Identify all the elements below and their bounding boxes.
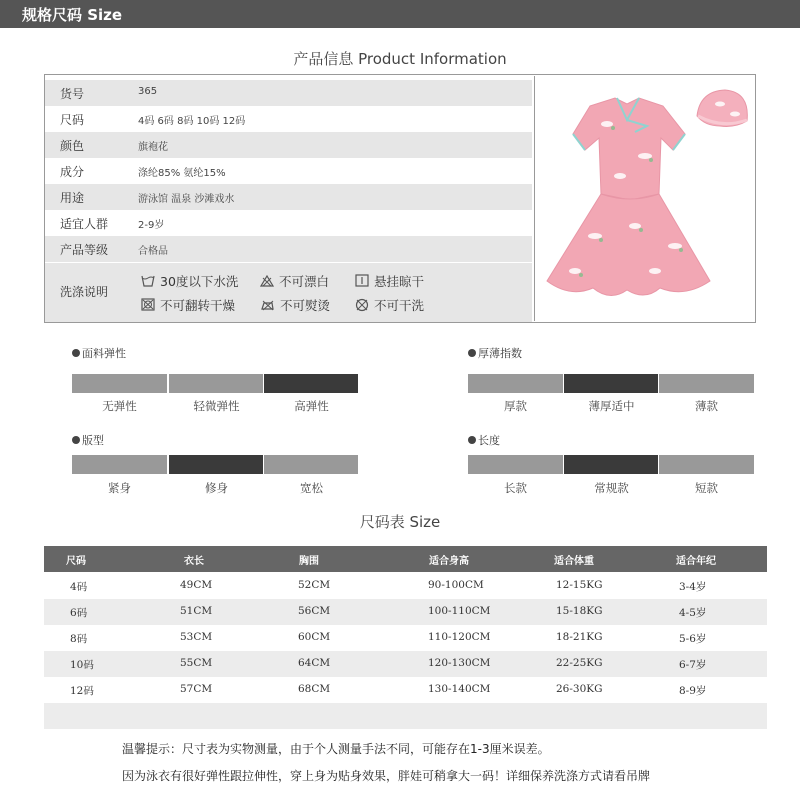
- info-value: 合格品: [138, 246, 168, 257]
- header-bar: [0, 0, 800, 28]
- bullet-icon: [72, 436, 80, 444]
- info-row: [45, 236, 532, 262]
- scale-segment: [468, 455, 563, 474]
- scale-option: 高弹性: [294, 399, 329, 413]
- attribute-label: [468, 345, 522, 361]
- table-cell: 90-100CM: [428, 579, 484, 591]
- column-header: 适合身高: [429, 556, 469, 567]
- table-cell: 5-6岁: [679, 633, 707, 645]
- table-cell: 10码: [70, 659, 94, 671]
- column-header: 胸围: [299, 556, 319, 567]
- care-item: [260, 296, 330, 314]
- table-cell: 18-21KG: [556, 631, 603, 643]
- table-row: [44, 677, 767, 703]
- info-label: 颜色: [60, 139, 85, 153]
- table-cell: 100-110CM: [428, 605, 491, 617]
- attribute-name: 厚薄指数: [478, 347, 522, 360]
- scale-segment-selected: [564, 374, 658, 393]
- care-text: 不可干洗: [374, 298, 425, 313]
- info-row: [45, 158, 532, 184]
- scale-segment-selected: [169, 455, 263, 474]
- scale-segment: [72, 374, 167, 393]
- attribute-name: 面料弹性: [82, 347, 126, 360]
- table-cell: 53CM: [180, 631, 213, 643]
- size-table-header: [44, 546, 767, 572]
- scale-option: 紧身: [108, 481, 131, 495]
- table-cell: 12码: [70, 685, 94, 697]
- scale-segment: [659, 455, 754, 474]
- table-cell: 4码: [70, 581, 88, 593]
- table-cell: 3-4岁: [679, 581, 707, 593]
- info-row: [45, 80, 532, 106]
- table-cell: 60CM: [298, 631, 331, 643]
- table-cell: 8-9岁: [679, 685, 707, 697]
- table-cell: 49CM: [180, 579, 213, 591]
- no-dry-clean-icon: [355, 298, 369, 312]
- info-label: 尺码: [60, 113, 85, 127]
- table-cell: 57CM: [180, 683, 213, 695]
- scale-segment-selected: [564, 455, 658, 474]
- info-label: 成分: [60, 165, 85, 179]
- info-value: 游泳馆 温泉 沙滩戏水: [138, 194, 235, 205]
- no-bleach-icon: [260, 275, 274, 287]
- scale-option: 薄厚适中: [588, 399, 635, 413]
- table-cell: 15-18KG: [556, 605, 603, 617]
- care-item: [355, 296, 424, 314]
- info-label: 产品等级: [60, 243, 109, 257]
- table-cell: 6码: [70, 607, 88, 619]
- table-row: [44, 625, 767, 651]
- hang-dry-icon: [355, 274, 369, 287]
- table-cell: 22-25KG: [556, 657, 603, 669]
- table-row: [44, 599, 767, 625]
- care-label: 洗涤说明: [60, 285, 109, 299]
- attribute-name: 版型: [82, 434, 104, 447]
- scale-segment: [659, 374, 754, 393]
- table-row: [44, 651, 767, 677]
- bullet-icon: [468, 436, 476, 444]
- no-tumble-dry-icon: [141, 298, 155, 311]
- scale-option: 短款: [695, 481, 718, 495]
- table-cell: 26-30KG: [556, 683, 603, 695]
- table-cell: 130-140CM: [428, 683, 491, 695]
- attribute-label: [72, 345, 126, 361]
- info-value: 2-9岁: [138, 220, 165, 231]
- column-header: 尺码: [66, 556, 86, 567]
- care-item: [141, 272, 238, 290]
- header-title: 规格尺码 Size: [22, 6, 123, 24]
- table-cell: 12-15KG: [556, 579, 603, 591]
- care-text: 30度以下水洗: [160, 274, 239, 289]
- table-row-empty: [44, 703, 767, 729]
- table-cell: 68CM: [298, 683, 331, 695]
- scale-segment: [169, 374, 263, 393]
- care-item: [260, 272, 329, 290]
- size-table-title: 尺码表 Size: [359, 513, 441, 531]
- product-info-title: 产品信息 Product Information: [293, 50, 507, 68]
- column-header: 适合年纪: [676, 556, 716, 567]
- product-photo: [534, 76, 754, 321]
- table-row: [44, 573, 767, 599]
- info-row: [45, 132, 532, 158]
- info-value: 涤纶85% 氨纶15%: [138, 168, 226, 179]
- table-cell: 56CM: [298, 605, 331, 617]
- care-item: [355, 272, 424, 290]
- info-row: [45, 184, 532, 210]
- column-header: 衣长: [184, 556, 204, 567]
- info-label: 用途: [60, 191, 85, 205]
- scale-segment-selected: [264, 374, 358, 393]
- scale-option: 厚款: [504, 399, 527, 413]
- table-cell: 55CM: [180, 657, 213, 669]
- attribute-label: [72, 432, 104, 448]
- care-text: 不可翻转干燥: [160, 298, 236, 313]
- info-row: [45, 106, 532, 132]
- scale-segment: [72, 455, 167, 474]
- bullet-icon: [72, 349, 80, 357]
- no-iron-icon: [260, 299, 275, 311]
- info-value: 旗袍花: [138, 142, 168, 153]
- column-header: 适合体重: [554, 556, 594, 567]
- info-label: 货号: [60, 87, 85, 101]
- info-label: 适宜人群: [60, 217, 109, 231]
- info-row: [45, 210, 532, 236]
- swimsuit-image: [535, 76, 755, 321]
- care-item: [141, 296, 235, 314]
- attribute-label: [468, 432, 500, 448]
- table-cell: 51CM: [180, 605, 213, 617]
- table-cell: 4-5岁: [679, 607, 707, 619]
- table-cell: 52CM: [298, 579, 331, 591]
- scale-segment: [468, 374, 563, 393]
- product-info-box: [44, 74, 756, 323]
- table-cell: 64CM: [298, 657, 331, 669]
- table-cell: 6-7岁: [679, 659, 707, 671]
- note-text: 温馨提示：尺寸表为实物测量，由于个人测量手法不同，可能存在1-3厘米误差。: [122, 742, 550, 756]
- table-cell: 8码: [70, 633, 88, 645]
- scale-option: 常规款: [594, 481, 629, 495]
- scale-segment: [264, 455, 358, 474]
- info-value: 365: [138, 86, 158, 97]
- bullet-icon: [468, 349, 476, 357]
- table-cell: 110-120CM: [428, 631, 491, 643]
- wash-30-icon: [141, 275, 155, 287]
- table-cell: 120-130CM: [428, 657, 491, 669]
- scale-option: 无弹性: [102, 399, 137, 413]
- scale-option: 轻微弹性: [193, 399, 240, 413]
- scale-option: 长款: [504, 481, 527, 495]
- care-text: 不可漂白: [279, 274, 330, 289]
- scale-option: 修身: [205, 481, 228, 495]
- care-text: 不可熨烫: [280, 298, 331, 313]
- attribute-name: 长度: [478, 434, 500, 447]
- note-text: 因为泳衣有很好弹性跟拉伸性，穿上身为贴身效果，胖娃可稍拿大一码！详细保养洗涤方式请看吊牌: [122, 769, 651, 783]
- care-text: 悬挂晾干: [374, 274, 425, 289]
- scale-option: 宽松: [300, 481, 323, 495]
- scale-option: 薄款: [695, 399, 718, 413]
- info-value: 4码 6码 8码 10码 12码: [138, 116, 246, 127]
